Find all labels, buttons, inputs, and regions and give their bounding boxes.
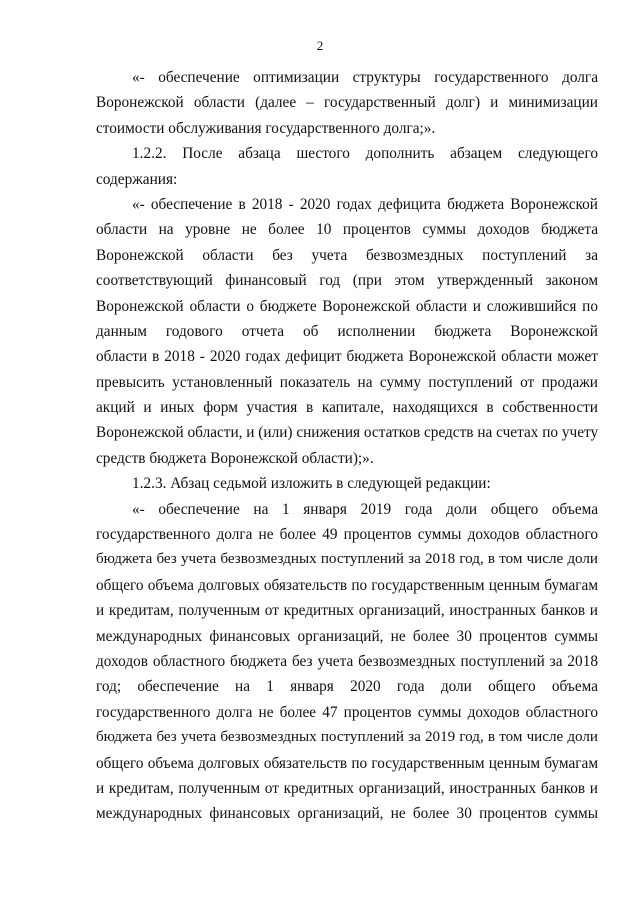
text-line: данным годового отчета об исполнении бюджета Воронежской	[96, 322, 598, 340]
text-line: Воронежской области без учета безвозмездных поступлений за	[96, 246, 598, 264]
text-line: Воронежской области (далее – государственный долг) и минимизации	[96, 94, 598, 112]
text-line: общего объема долговых обязательств по государственным ценным бумагам	[96, 576, 598, 594]
document-body	[96, 65, 598, 827]
page-number: 2	[316, 38, 324, 53]
text-line: и кредитам, полученным от кредитных организаций, иностранных банков и	[96, 779, 598, 797]
text-line: государственного долга не более 47 процентов суммы доходов областного	[96, 703, 598, 721]
text-line: области на уровне не более 10 процентов суммы доходов бюджета	[96, 221, 598, 239]
text-line: средств бюджета Воронежской области);».	[96, 449, 374, 467]
text-line: 1.2.2. После абзаца шестого дополнить абзацем следующего	[132, 145, 598, 163]
text-line: общего объема долговых обязательств по государственным ценным бумагам	[96, 754, 598, 772]
text-line: области в 2018 - 2020 годах дефицит бюджета Воронежской области может	[96, 348, 598, 366]
text-line: «- обеспечение в 2018 - 2020 годах дефицита бюджета Воронежской	[132, 195, 598, 213]
text-line: стоимости обслуживания государственного долга;».	[96, 119, 436, 137]
text-line: доходов областного бюджета без учета безвозмездных поступлений за 2018	[96, 652, 598, 670]
text-line: международных финансовых организаций, не более 30 процентов суммы	[96, 805, 598, 823]
text-line: Воронежской области о бюджете Воронежской области и сложившийся по	[96, 297, 598, 315]
text-line: бюджета без учета безвозмездных поступлений за 2019 год, в том числе доли	[96, 729, 598, 746]
text-line: превысить установленный показатель на сумму поступлений от продажи	[96, 373, 598, 391]
text-line: бюджета без учета безвозмездных поступлений за 2018 год, в том числе доли	[96, 551, 598, 568]
text-line: год; обеспечение на 1 января 2020 года доли общего объема	[96, 678, 598, 696]
text-line: «- обеспечение оптимизации структуры государственного долга	[132, 69, 598, 86]
text-line: «- обеспечение на 1 января 2019 года доли общего объема	[132, 500, 598, 518]
text-line: 1.2.3. Абзац седьмой изложить в следующей редакции:	[132, 475, 491, 493]
text-line: Воронежской области, и (или) снижения остатков средств на счетах по учету	[96, 424, 598, 442]
text-line: и кредитам, полученным от кредитных организаций, иностранных банков и	[96, 602, 598, 620]
text-line: акций и иных форм участия в капитале, находящихся в собственности	[96, 399, 598, 417]
text-line: государственного долга не более 49 процентов суммы доходов областного	[96, 526, 598, 544]
text-line: содержания:	[96, 170, 178, 188]
text-line: соответствующий финансовый год (при этом утвержденный законом	[96, 272, 598, 290]
text-line: международных финансовых организаций, не более 30 процентов суммы	[96, 627, 598, 645]
